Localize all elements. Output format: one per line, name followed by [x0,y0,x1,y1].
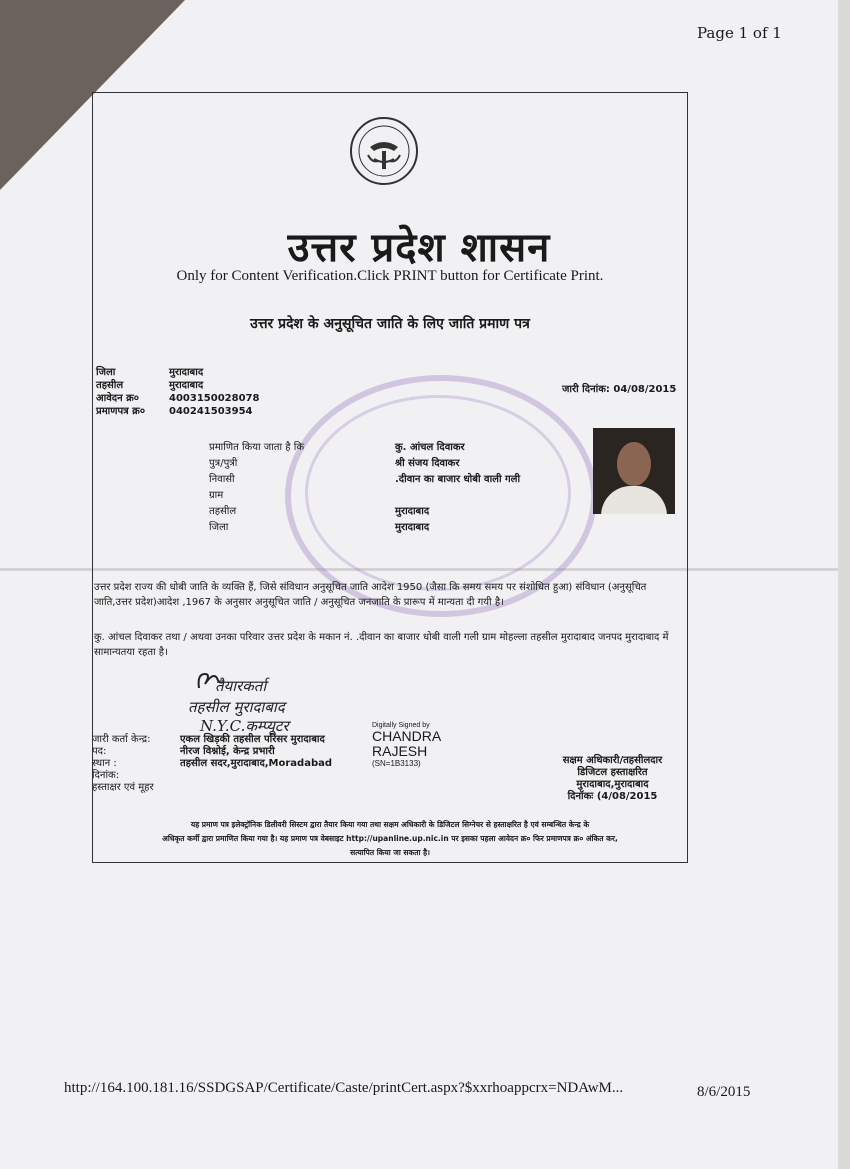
footer-line-3: सत्यापित किया जा सकता है। [350,848,430,857]
issuer-center-value: एकल खिड़की तहसील परिसर मुरादाबाद [180,734,325,745]
issuer-place-value: तहसील सदर,मुरादाबाद,Moradabad [180,758,333,769]
up-emblem-icon [348,115,420,187]
caste-paragraph: उत्तर प्रदेश राज्य की धोबी जाति के व्यक्ति हैं, जिसे संविधान अनुसूचित जाति आदेश 1950 (जैसा कि समय समय पर संशोधित हुआ) संविधान (अनुसूचित जाति,उत्तर प्रदेश)आदेश ,1967 के अनुसार अनुसूचित जाति / अनुसूचित जनजाति के प्रारूप में मान्यता दी गयी है। [94,582,647,608]
certificate-number-label: प्रमाणपत्र क्र० [96,406,146,417]
detail-values [395,440,520,536]
authority-title: सक्षम अधिकारी/तहसीलदार [562,755,663,766]
detail-tehsil-label: तहसील [209,506,237,517]
detail-district-label: जिला [209,522,229,533]
meta-labels [96,366,145,418]
residence-paragraph: कु. आंचल दिवाकर तथा / अथवा उनका परिवार उत्तर प्रदेश के मकान नं. .दीवान का बाजार धोबी वाली गली ग्राम मोहल्ला तहसील मुरादाबाद जनपद मुरादाबाद में सामान्यतया रहता है। [94,632,669,658]
footer-line-1: यह प्रमाण पत्र इलेक्ट्रॉनिक डिलीवरी सिस्टम द्वारा तैयार किया गया तथा सक्षम अधिकारी के डिजिटल सिग्नेचर से हस्ताक्षरित है एवं सम्बन्धित केन्द्र के [190,820,590,829]
village-value [395,488,520,504]
district-label: जिला [96,367,116,378]
child-label: पुत्र/पुत्री [209,458,238,469]
certify-label: प्रमाणित किया जाता है कि [209,442,305,453]
resident-value: .दीवान का बाजार धोबी वाली गली [395,474,521,485]
village-label: ग्राम [209,490,224,501]
issuer-post-value: नीरज विश्नोई, केन्द्र प्रभारी [180,746,275,757]
authority-date-label: दिनॉकः [567,791,594,802]
page-number: Page 1 of 1 [697,24,782,42]
issuer-labels [92,734,154,794]
tehsil-value: मुरादाबाद [169,380,204,391]
detail-tehsil-value: मुरादाबाद [395,506,430,517]
verification-note: Only for Content Verification.Click PRINT button for Certificate Print. [176,268,604,284]
print-url: http://164.100.181.16/SSDGSAP/Certificate/Caste/printCert.aspx?$xxrhoappcrx=NDAwM... [64,1080,624,1096]
print-date: 8/6/2015 [697,1084,751,1100]
verification-footer [100,818,680,860]
issuer-sign-label: हस्ताक्षर एवं मूहर [92,782,154,793]
digital-sign-caption: Digitally Signed by [372,722,430,729]
issuer-date-label: दिनांक: [92,770,120,781]
issuer-post-label: पद: [92,746,107,757]
photo-shirt [601,486,667,514]
authority-place: मुरादाबाद,मुरादाबाद [576,779,649,790]
meta-values [169,366,259,418]
tehsil-label: तहसील [96,380,124,391]
issuer-center-label: जारी कर्ता केन्द्र: [92,734,151,745]
prepared-by-text: तैयारकर्ता [215,677,267,695]
signer-last-name: RAJESH [372,743,428,759]
district-value: मुरादाबाद [169,367,204,378]
certificate-title: उत्तर प्रदेश के अनुसूचित जाति के लिए जाति प्रमाण पत्र [250,316,530,332]
issuer-place-label: स्थान : [92,758,117,769]
detail-district-value: मुरादाबाद [395,522,430,533]
authority-block [540,755,685,803]
page-title: उत्तर प्रदेश शासन [287,225,551,271]
digital-signature [372,722,441,768]
issue-date-label: जारी दिनांक: [562,384,610,395]
signer-serial: (SN=1B3133) [372,759,421,768]
applicant-photo [593,428,675,514]
certificate-number-value: 040241503954 [169,406,253,417]
application-value: 4003150028078 [169,393,260,404]
resident-label: निवासी [209,474,235,485]
application-label: आवेदन क्र० [96,393,140,404]
issue-date-value: 04/08/2015 [613,384,677,395]
issue-date [562,383,676,396]
computer-stamp-text: N.Y.C.कम्प्यूटर [200,717,289,735]
signer-first-name: CHANDRA [372,728,442,744]
certify-value: कु. आंचल दिवाकर [395,442,465,453]
authority-digital: डिजिटल हस्ताक्षरित [577,767,648,778]
child-value: श्री संजय दिवाकर [395,458,460,469]
issuer-values [180,734,332,770]
authority-date-value: (4/08/2015 [596,791,658,802]
tehsil-stamp-text: तहसील मुरादाबाद [188,698,285,716]
detail-labels [209,440,304,536]
footer-line-2: अधिकृत कर्मी द्वारा प्रमाणित किया गया है। यह प्रमाण पत्र वेबसाइट http://upanline.up.nic.in पर इसका पहला आवेदन क्र० फिर प्रमाणपत्र क्र० अंकित कर, [162,834,618,843]
photo-face [617,442,651,486]
